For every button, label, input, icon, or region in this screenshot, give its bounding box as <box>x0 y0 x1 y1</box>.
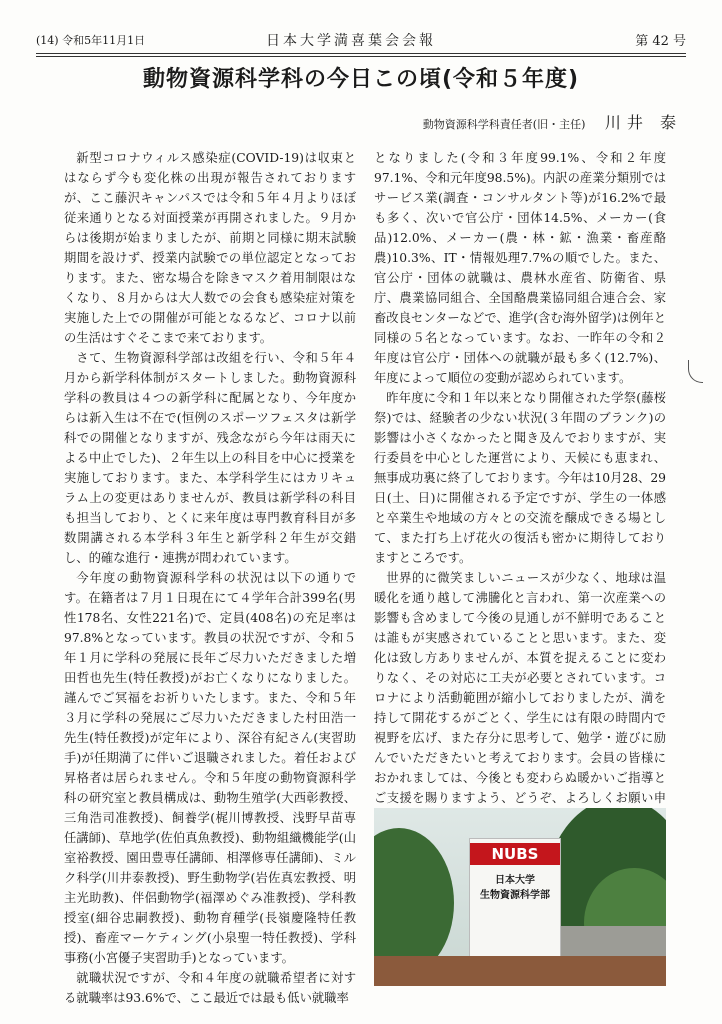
fence <box>374 956 666 986</box>
article-title: 動物資源科学科の今日この頃(令和５年度) <box>142 67 580 92</box>
header-rule-bottom <box>36 56 686 57</box>
author-name: 川井 泰 <box>604 113 682 132</box>
issue-number: 第 42 号 <box>635 34 686 49</box>
paragraph: 就職状況ですが、令和４年度の就職希望者に対する就職率は93.6%で、ここ最近では最も低い就職率 <box>64 971 356 1005</box>
page-header <box>36 30 686 52</box>
faculty-sign <box>469 838 561 960</box>
paragraph: となりました(令和３年度99.1%、令和２年度97.1%、令和元年度98.5%)。内訳の産業分類別ではサービス業(調査・コンサルタント等)が16.2%で最も多く、次いで官公庁・団体14.5%、メーカー(食品)12.0%、メーカー(農・林・鉱・漁業・畜産酪農)10.3%、IT・情報処理7.7%の順でした。また、官公庁・団体の就職は、農林水産省、防衛省、県庁、農業協同組合、全国酪農業協同組合連合会、家畜改良センターなどで、進学(含む海外留学)は例年と同様の５名となっています。なお、一昨年の令和２年度は官公庁・団体への就職が最も多く(12.7%)、年度によって順位の変動が認められています。 <box>374 151 666 385</box>
paragraph: 今年度の動物資源科学科の状況は以下の通りです。在籍者は７月１日現在にて４学年合計399名(男性178名、女性221名)で、定員(408名)の充足率は97.8%となっています。教員の状況ですが、令和５年１月に学科の発展に長年ご尽力いただきました増田哲也先生(特任教授)がお亡くなりになりました。謹んでご冥福をお祈りいたします。また、令和５年３月に学科の発展にご尽力いただきました村田浩一先生(特任教授)が定年により、深谷有紀さん(実習助手)が任期満了に伴いご退職されました。着任および昇格者は居られません。令和５年度の動物資源科学科の研究室と教員構成は、動物生殖学(大西彰教授、三角浩司准教授)、飼養学(梶川博教授、浅野早苗専任講師)、草地学(佐伯真魚教授)、動物組織機能学(山室裕教授、園田豊専任講師、相澤修専任講師)、ミルク科学(川井泰教授)、野生動物学(岩佐真宏教授、明主光助教)、伴侶動物学(福澤めぐみ准教授)、学科教授室(細谷忠嗣教授)、動物育種学(長嶺慶隆特任教授)、畜産マーケティング(小泉聖一特任教授)、学科事務(小宮優子実習助手)となっています。 <box>64 571 356 965</box>
issue-date: (14) 令和5年11月1日 <box>36 34 146 47</box>
campus-sign-photo <box>374 808 666 986</box>
paragraph: 新型コロナウィルス感染症(COVID-19)は収束とはならず今も変化株の出現が報告されておりますが、ここ藤沢キャンパスでは令和５年４月よりほぼ従来通りとなる対面授業が再開されました。９月からは後期が始まりましたが、前期と同様に期末試験期間を設けず、授業内試験での単位認定となっております。また、密な場合を除きマスク着用制限はなくなり、８月からは大人数での会食も感染症対策を実施した上での開催が可能となるなど、コロナ以前の生活はすぐそこまで来ております。 <box>64 151 356 345</box>
sign-text <box>470 873 560 903</box>
sign-line-university: 日本大学 <box>495 875 535 886</box>
paragraph: 昨年度に令和１年以来となり開催された学祭(藤桜祭)では、経験者の少ない状況(３年間のブランク)の影響は小さくなかったと聞き及んでおりますが、実行委員を中心とした運営により、天候にも恵まれ、無事成功裏に終了しております。今年は10月28、29日(土、日)に開催される予定ですが、学生の一体感と卒業生や地域の方々との交流を醸成できる場として、また打ち上げ花火の復活も密かに期待しておりますところです。 <box>374 391 666 565</box>
left-column <box>64 148 356 1008</box>
byline <box>423 110 682 133</box>
nubs-logo: NUBS <box>470 843 560 865</box>
header-rule-top <box>36 53 686 54</box>
publication-name: 日本大学満喜葉会会報 <box>266 33 436 49</box>
right-column <box>374 148 666 828</box>
author-role: 動物資源科学科責任者(旧・主任) <box>422 118 586 131</box>
paragraph: さて、生物資源科学部は改組を行い、令和５年４月から新学科体制がスタートしました。動物資源科学科の教員は４つの新学科に配属となり、今年度からは新入生は不在で(恒例のスポーツフェスタは新学科での開催となりますが、残念ながら今年は雨天による中止でした)、２年生以上の科目を中心に授業を実施しております。また、本学科学生にはカリキュラム上の変更はありませんが、教員は新学科の科目も担当しており、とくに来年度は専門教育科目が多数開講される本学科３年生と新学科２年生が交錯し、的確な進行・連携が問われています。 <box>64 351 356 565</box>
binding-mark <box>688 360 703 383</box>
sign-line-faculty: 生物資源科学部 <box>480 890 550 901</box>
paragraph: 世界的に微笑ましいニュースが少なく、地球は温暖化を通り越して沸騰化と言われ、第一次産業への影響も含めまして今後の見通しが不鮮明であることは誰もが実感されていることと思います。また、変化は致し方ありませんが、本質を捉えることに変わりなく、その対応に工夫が必要とされています。コロナにより活動範囲が縮小しておりましたが、満を持して開花するがごとく、学生には有限の時間内で視野を広げ、また存分に思考して、勉学・遊びに励んでいただきたいと考えております。会員の皆様におかれましては、今後とも変わらぬ暖かいご指導とご支援を賜りますよう、どうぞ、よろしくお願い申 <box>374 571 666 805</box>
